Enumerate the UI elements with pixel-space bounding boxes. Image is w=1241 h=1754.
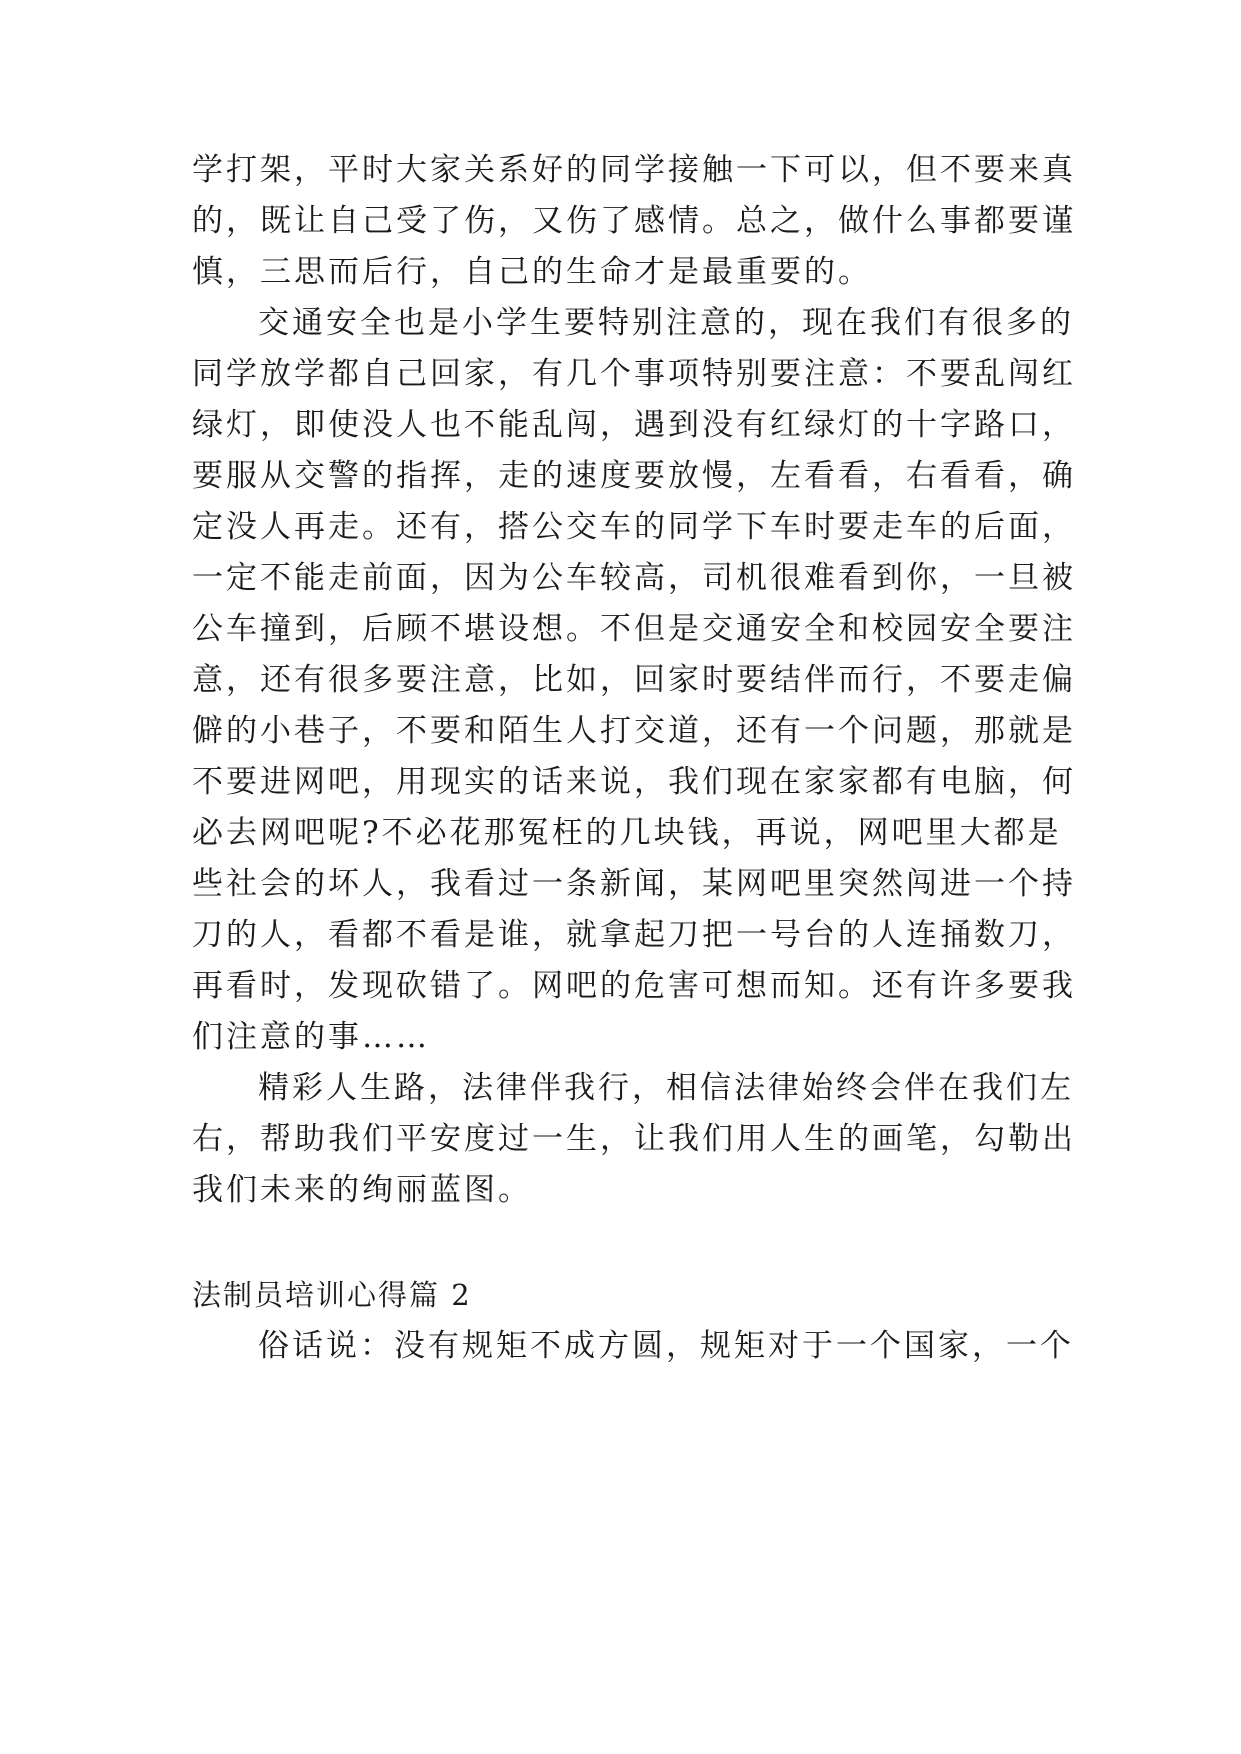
paragraph-line: 必去网吧呢?不必花那冤枉的几块钱，再说，网吧里大都是 — [192, 815, 1062, 851]
paragraph-line: 的，既让自己受了伤，又伤了感情。总之，做什么事都要谨 — [192, 203, 1076, 239]
paragraph-line: 定没人再走。还有，搭公交车的同学下车时要走车的后面， — [192, 509, 1076, 545]
paragraph-line: 慎，三思而后行，自己的生命才是最重要的。 — [192, 254, 872, 290]
section-heading: 法制员培训心得篇 2 — [192, 1278, 472, 1312]
paragraph-line: 交通安全也是小学生要特别注意的，现在我们有很多的 — [258, 305, 1074, 341]
paragraph-line: 我们未来的绚丽蓝图。 — [192, 1172, 532, 1208]
paragraph-line: 右，帮助我们平安度过一生，让我们用人生的画笔，勾勒出 — [192, 1121, 1076, 1157]
paragraph-line: 学打架，平时大家关系好的同学接触一下可以，但不要来真 — [192, 152, 1076, 188]
paragraph-line: 精彩人生路，法律伴我行，相信法律始终会伴在我们左 — [258, 1070, 1074, 1106]
paragraph-line: 不要进网吧，用现实的话来说，我们现在家家都有电脑，何 — [192, 764, 1076, 800]
paragraph-line: 一定不能走前面，因为公车较高，司机很难看到你，一旦被 — [192, 560, 1076, 596]
paragraph-line: 公车撞到，后顾不堪设想。不但是交通安全和校园安全要注 — [192, 611, 1076, 647]
paragraph-line: 们注意的事…… — [192, 1019, 430, 1055]
paragraph-line: 意，还有很多要注意，比如，回家时要结伴而行，不要走偏 — [192, 662, 1076, 698]
paragraph-line: 僻的小巷子，不要和陌生人打交道，还有一个问题，那就是 — [192, 713, 1076, 749]
paragraph-line: 要服从交警的指挥，走的速度要放慢，左看看，右看看，确 — [192, 458, 1076, 494]
paragraph-line: 再看时，发现砍错了。网吧的危害可想而知。还有许多要我 — [192, 968, 1076, 1004]
paragraph-line: 同学放学都自己回家，有几个事项特别要注意：不要乱闯红 — [192, 356, 1076, 392]
paragraph-line: 绿灯，即使没人也不能乱闯，遇到没有红绿灯的十字路口， — [192, 407, 1076, 443]
paragraph-line: 刀的人，看都不看是谁，就拿起刀把一号台的人连捅数刀， — [192, 917, 1076, 953]
paragraph-line: 俗话说：没有规矩不成方圆，规矩对于一个国家，一个 — [258, 1328, 1074, 1364]
paragraph-line: 些社会的坏人，我看过一条新闻，某网吧里突然闯进一个持 — [192, 866, 1076, 902]
